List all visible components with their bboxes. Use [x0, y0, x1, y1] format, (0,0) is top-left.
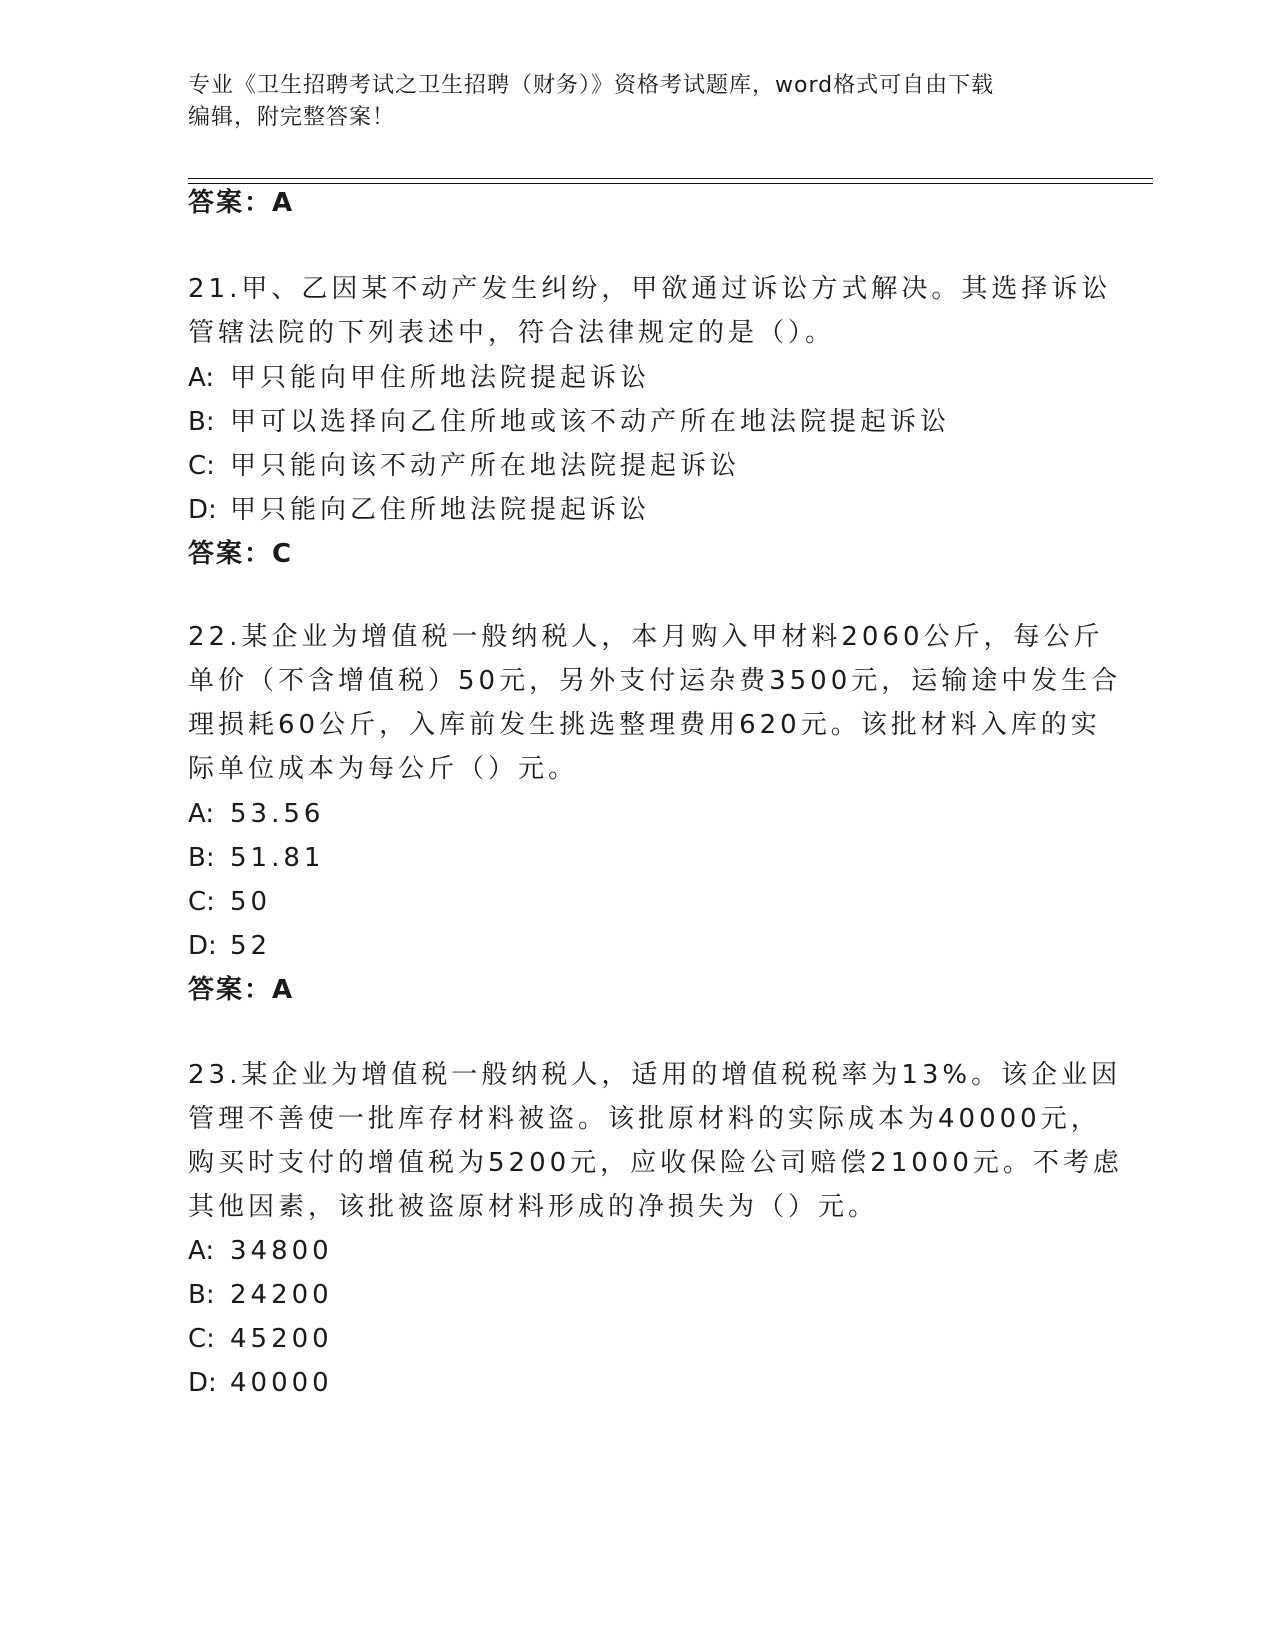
option-label: A:: [188, 799, 215, 829]
question-21-option-b: [188, 405, 950, 439]
question-21-line-1: 21.甲、乙因某不动产发生纠纷，甲欲通过诉讼方式解决。其选择诉讼: [188, 274, 1112, 304]
question-22-line-3: 理损耗60公斤，入库前发生挑选整理费用620元。该批材料入库的实: [188, 710, 1101, 740]
option-label: C:: [188, 451, 215, 481]
option-text: 24200: [230, 1280, 333, 1310]
option-label: D:: [188, 931, 217, 961]
option-label: D:: [188, 1368, 217, 1398]
question-22-answer: 答案：A: [188, 975, 295, 1005]
option-label: C:: [188, 1324, 215, 1354]
question-22-option-a: [188, 797, 324, 831]
option-text: 甲只能向该不动产所在地法院提起诉讼: [230, 451, 741, 481]
question-22-option-c: [188, 885, 271, 919]
question-23-option-a: [188, 1234, 333, 1268]
option-text: 甲可以选择向乙住所地或该不动产所在地法院提起诉讼: [230, 407, 951, 437]
question-23-option-b: [188, 1278, 333, 1312]
question-21-answer: 答案：C: [188, 539, 294, 569]
question-21-option-a: [188, 361, 650, 395]
question-21-option-d: [188, 493, 650, 527]
question-22-line-1: 22.某企业为增值税一般纳税人，本月购入甲材料2060公斤，每公斤: [188, 622, 1104, 652]
option-text: 53.56: [230, 799, 325, 829]
question-21-option-c: [188, 449, 740, 483]
previous-answer: 答案：A: [188, 188, 295, 218]
header-line-1: 专业《卫生招聘考试之卫生招聘（财务）》资格考试题库，word格式可自由下载: [188, 73, 995, 98]
option-text: 40000: [230, 1368, 333, 1398]
question-23-line-1: 23.某企业为增值税一般纳税人，适用的增值税税率为13%。该企业因: [188, 1060, 1122, 1090]
header-divider-top: [188, 178, 1153, 179]
option-label: B:: [188, 843, 215, 873]
question-23-line-3: 购买时支付的增值税为5200元，应收保险公司赔偿21000元。不考虑: [188, 1148, 1123, 1178]
question-22-line-4: 际单位成本为每公斤（）元。: [188, 754, 579, 784]
question-23-option-c: [188, 1322, 333, 1356]
option-text: 45200: [230, 1324, 333, 1354]
option-label: B:: [188, 1280, 215, 1310]
option-label: D:: [188, 495, 217, 525]
question-23-option-d: [188, 1366, 333, 1400]
header-line-2: 编辑，附完整答案！: [188, 105, 396, 130]
header-divider-bottom: [188, 183, 1153, 184]
option-label: A:: [188, 363, 215, 393]
option-text: 甲只能向乙住所地法院提起诉讼: [230, 495, 651, 525]
document-header: [188, 70, 1068, 134]
option-text: 34800: [230, 1236, 333, 1266]
option-label: A:: [188, 1236, 215, 1266]
question-22-line-2: 单价（不含增值税）50元，另外支付运杂费3500元，运输途中发生合: [188, 666, 1122, 696]
option-label: C:: [188, 887, 215, 917]
question-23-line-4: 其他因素，该批被盗原材料形成的净损失为（）元。: [188, 1192, 879, 1222]
option-text: 50: [230, 887, 272, 917]
option-label: B:: [188, 407, 215, 437]
question-22-option-b: [188, 841, 324, 875]
option-text: 甲只能向甲住所地法院提起诉讼: [230, 363, 651, 393]
option-text: 51.81: [230, 843, 325, 873]
option-text: 52: [230, 931, 272, 961]
question-22-option-d: [188, 929, 271, 963]
question-23-line-2: 管理不善使一批库存材料被盗。该批原材料的实际成本为40000元，: [188, 1104, 1101, 1134]
question-21-line-2: 管辖法院的下列表述中，符合法律规定的是（）。: [188, 318, 836, 348]
